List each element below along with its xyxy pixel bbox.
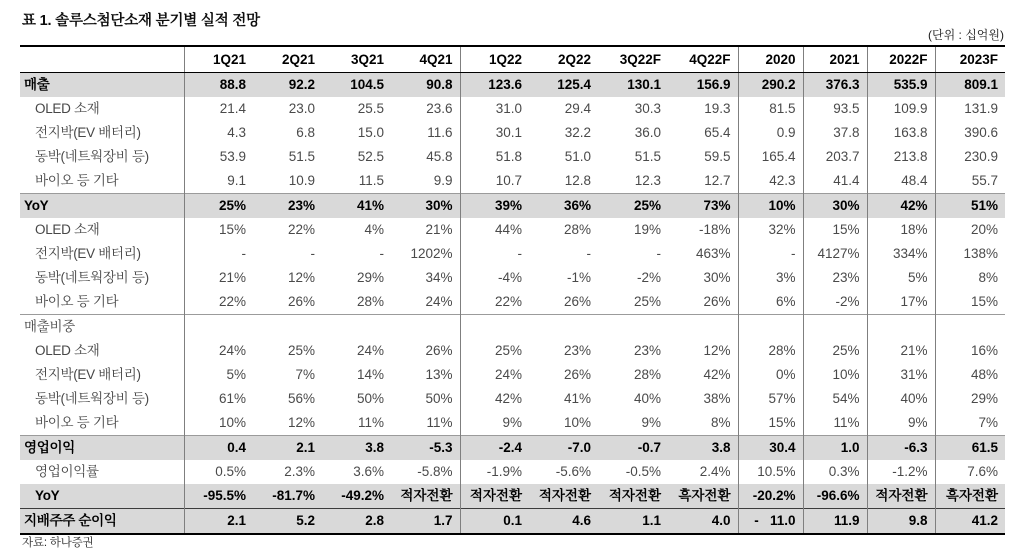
value-cell: 4127% — [803, 242, 867, 266]
value-cell: 23% — [563, 343, 591, 358]
value-cell: 59.5 — [668, 145, 738, 169]
value-cell: 26% — [391, 339, 460, 363]
value-cell: 36.0 — [634, 125, 661, 140]
value-cell: 28% — [738, 339, 803, 363]
value-cell: 23.0 — [288, 101, 315, 116]
value-cell: 31.0 — [495, 101, 522, 116]
value-cell: 2.1 — [184, 509, 253, 535]
value-cell: 15% — [970, 294, 998, 309]
value-cell: 6.8 — [296, 125, 315, 140]
value-cell — [322, 315, 391, 340]
column-header: 3Q22F — [598, 46, 668, 73]
value-cell: -1.9% — [486, 464, 522, 479]
value-cell: 25% — [803, 339, 867, 363]
value-cell — [391, 315, 460, 340]
row-label: YoY — [20, 484, 184, 509]
value-cell: 203.7 — [803, 145, 867, 169]
value-cell: 41% — [563, 391, 591, 406]
value-cell: 65.4 — [668, 121, 738, 145]
table-row — [20, 363, 1005, 387]
value-cell: 19.3 — [668, 97, 738, 121]
value-cell: 48% — [970, 367, 998, 382]
value-cell — [598, 315, 668, 340]
value-cell: 0.3% — [803, 460, 867, 484]
value-cell: 51% — [935, 194, 1005, 219]
value-cell: 3% — [738, 266, 803, 290]
value-cell: 7% — [978, 415, 998, 430]
value-cell: 9% — [502, 415, 522, 430]
value-cell: - — [310, 246, 315, 261]
value-cell: - — [586, 246, 591, 261]
value-cell: 809.1 — [935, 73, 1005, 98]
value-cell: 52.5 — [357, 149, 384, 164]
value-cell — [460, 315, 529, 340]
value-cell: 2.3% — [284, 464, 315, 479]
value-cell: 3.8 — [668, 436, 738, 461]
value-cell: 14% — [356, 367, 384, 382]
value-cell: -6.3 — [867, 436, 935, 461]
table-row — [20, 242, 1005, 266]
value-cell: -95.5% — [184, 484, 253, 509]
column-header: 2022F — [867, 46, 935, 73]
value-cell: 12.8 — [564, 173, 591, 188]
row-label: 바이오 등 기타 — [20, 411, 184, 436]
value-cell: 0.9 — [738, 121, 803, 145]
value-cell: -7.0 — [529, 436, 598, 461]
value-cell: 109.9 — [867, 97, 935, 121]
unit-label: (단위 : 십억원) — [928, 28, 1004, 42]
value-cell: 적자전환 — [529, 484, 598, 509]
value-cell: 138% — [963, 246, 998, 261]
value-cell: 15% — [738, 411, 803, 436]
value-cell: 8% — [668, 411, 738, 436]
value-cell — [867, 315, 935, 340]
value-cell: 165.4 — [738, 145, 803, 169]
value-cell: 12% — [287, 270, 315, 285]
value-cell: 2.1 — [253, 436, 322, 461]
value-cell: -5.3 — [391, 436, 460, 461]
row-label: 매출비중 — [20, 315, 184, 340]
value-cell: 15.0 — [357, 125, 384, 140]
value-cell: 1.0 — [803, 436, 867, 461]
value-cell: 9% — [867, 411, 935, 436]
value-cell: 90.8 — [391, 73, 460, 98]
row-label: 전지박(EV 배터리) — [20, 121, 184, 145]
value-cell: 30.3 — [634, 101, 661, 116]
value-cell: 4% — [364, 222, 384, 237]
row-label: OLED 소재 — [20, 339, 184, 363]
value-cell: 10% — [563, 415, 591, 430]
value-cell: 26% — [563, 367, 591, 382]
table-row — [20, 194, 1005, 219]
value-cell: 0% — [738, 363, 803, 387]
value-cell: 3.8 — [322, 436, 391, 461]
value-cell: - — [379, 246, 384, 261]
value-cell: -20.2% — [738, 484, 803, 509]
value-cell: 51.0 — [564, 149, 591, 164]
value-cell: 81.5 — [738, 97, 803, 121]
table-row — [20, 145, 1005, 169]
value-cell: 24% — [494, 367, 522, 382]
value-cell: 13% — [391, 363, 460, 387]
value-cell: - — [656, 246, 661, 261]
value-cell: -0.5% — [625, 464, 661, 479]
column-header: 2Q21 — [253, 46, 322, 73]
value-cell: 25.5 — [357, 101, 384, 116]
value-cell: 463% — [668, 242, 738, 266]
column-header: 1Q22 — [460, 46, 529, 73]
value-cell: 12.7 — [668, 169, 738, 194]
value-cell: - 11.0 — [738, 509, 803, 535]
value-cell: 93.5 — [803, 97, 867, 121]
value-cell: 55.7 — [971, 173, 998, 188]
value-cell: -1% — [566, 270, 591, 285]
value-cell: 9% — [641, 415, 661, 430]
column-header: 1Q21 — [184, 46, 253, 73]
value-cell: 23% — [253, 194, 322, 219]
value-cell: 25% — [633, 294, 661, 309]
value-cell: 2.4% — [668, 460, 738, 484]
column-header: 2Q22 — [529, 46, 598, 73]
value-cell: -5.8% — [391, 460, 460, 484]
value-cell: 42% — [668, 363, 738, 387]
table-row — [20, 460, 1005, 484]
value-cell: 30.4 — [738, 436, 803, 461]
value-cell: - — [738, 242, 803, 266]
value-cell: 23% — [633, 343, 661, 358]
value-cell: 30% — [391, 194, 460, 219]
value-cell: 12.3 — [634, 173, 661, 188]
value-cell: 25% — [494, 343, 522, 358]
value-cell: 48.4 — [867, 169, 935, 194]
value-cell: 20% — [970, 222, 998, 237]
value-cell: 535.9 — [867, 73, 935, 98]
value-cell: 0.5% — [215, 464, 246, 479]
value-cell: 1202% — [391, 242, 460, 266]
table-row — [20, 509, 1005, 535]
table-row — [20, 121, 1005, 145]
value-cell: 45.8 — [391, 145, 460, 169]
header-row — [20, 46, 1005, 73]
row-label: 지배주주 순이익 — [20, 509, 184, 535]
value-cell: 34% — [391, 266, 460, 290]
value-cell: -2.4 — [460, 436, 529, 461]
row-label: 동박(네트웍장비 등) — [20, 145, 184, 169]
value-cell: 21.4 — [219, 101, 246, 116]
value-cell: 50% — [391, 387, 460, 411]
value-cell — [253, 315, 322, 340]
value-cell: 40% — [633, 391, 661, 406]
value-cell: - — [241, 246, 246, 261]
value-cell: -2% — [803, 290, 867, 315]
earnings-forecast-table — [20, 45, 1005, 535]
value-cell: 11.9 — [803, 509, 867, 535]
value-cell: 230.9 — [964, 149, 998, 164]
row-label: 바이오 등 기타 — [20, 169, 184, 194]
value-cell: 적자전환 — [391, 484, 460, 509]
value-cell: 123.6 — [460, 73, 529, 98]
value-cell: 24% — [218, 343, 246, 358]
value-cell: - — [517, 246, 522, 261]
value-cell: 8% — [978, 270, 998, 285]
value-cell: 적자전환 — [460, 484, 529, 509]
value-cell: 290.2 — [738, 73, 803, 98]
value-cell: 9.1 — [227, 173, 246, 188]
value-cell: 32% — [738, 218, 803, 242]
value-cell: 104.5 — [322, 73, 391, 98]
row-label: 전지박(EV 배터리) — [20, 242, 184, 266]
value-cell: 54% — [803, 387, 867, 411]
table-row — [20, 387, 1005, 411]
value-cell: 3.6% — [353, 464, 384, 479]
value-cell: 51.5 — [634, 149, 661, 164]
row-label: 바이오 등 기타 — [20, 290, 184, 315]
value-cell: 7.6% — [967, 464, 998, 479]
value-cell: -5.6% — [555, 464, 591, 479]
value-cell: 24% — [391, 290, 460, 315]
value-cell: 22% — [287, 222, 315, 237]
value-cell: 7% — [295, 367, 315, 382]
table-row — [20, 290, 1005, 315]
value-cell: 42% — [867, 194, 935, 219]
value-cell: 15% — [803, 218, 867, 242]
value-cell: 21% — [867, 339, 935, 363]
value-cell: 10% — [803, 363, 867, 387]
value-cell — [668, 315, 738, 340]
value-cell: 42.3 — [738, 169, 803, 194]
column-header: 3Q21 — [322, 46, 391, 73]
value-cell: 0.1 — [460, 509, 529, 535]
row-label: 전지박(EV 배터리) — [20, 363, 184, 387]
value-cell: 28% — [633, 367, 661, 382]
column-header: 4Q22F — [668, 46, 738, 73]
value-cell: 18% — [867, 218, 935, 242]
value-cell: 19% — [633, 222, 661, 237]
value-cell: 9.9 — [391, 169, 460, 194]
table-row — [20, 266, 1005, 290]
column-header: 2023F — [935, 46, 1005, 73]
value-cell — [935, 315, 1005, 340]
value-cell: 57% — [738, 387, 803, 411]
value-cell: 11.5 — [358, 173, 384, 188]
table-row — [20, 97, 1005, 121]
value-cell: 44% — [494, 222, 522, 237]
value-cell: 0.4 — [184, 436, 253, 461]
value-cell: 23.6 — [391, 97, 460, 121]
table-title: 표 1. 솔루스첨단소재 분기별 실적 전망 — [22, 13, 260, 29]
value-cell: 42% — [494, 391, 522, 406]
value-cell: 11% — [391, 411, 460, 436]
table-row — [20, 339, 1005, 363]
value-cell: 21% — [391, 218, 460, 242]
value-cell: 334% — [867, 242, 935, 266]
value-cell: -18% — [668, 218, 738, 242]
value-cell: 11% — [803, 411, 867, 436]
value-cell: 10.5% — [738, 460, 803, 484]
table-row — [20, 169, 1005, 194]
row-label: 영업이익률 — [20, 460, 184, 484]
value-cell: 213.8 — [867, 145, 935, 169]
value-cell: 25% — [184, 194, 253, 219]
value-cell: 53.9 — [219, 149, 246, 164]
value-cell: 6% — [738, 290, 803, 315]
value-cell: -1.2% — [867, 460, 935, 484]
value-cell: 36% — [529, 194, 598, 219]
value-cell: 41.4 — [803, 169, 867, 194]
value-cell: 22% — [218, 294, 246, 309]
value-cell: 9.8 — [867, 509, 935, 535]
value-cell — [738, 315, 803, 340]
value-cell: 50% — [356, 391, 384, 406]
source-note: 자료: 하나증권 — [22, 537, 94, 549]
value-cell: 30% — [803, 194, 867, 219]
value-cell: 30.1 — [495, 125, 522, 140]
value-cell: 31% — [867, 363, 935, 387]
table-row — [20, 218, 1005, 242]
value-cell: 21% — [218, 270, 246, 285]
value-cell: 26% — [563, 294, 591, 309]
column-header: 2021 — [803, 46, 867, 73]
value-cell: 11.6 — [391, 121, 460, 145]
value-cell: 2.8 — [322, 509, 391, 535]
value-cell: 4.0 — [668, 509, 738, 535]
value-cell: 12% — [287, 415, 315, 430]
value-cell: -0.7 — [598, 436, 668, 461]
value-cell: 61.5 — [935, 436, 1005, 461]
value-cell: 1.7 — [391, 509, 460, 535]
value-cell: 32.2 — [564, 125, 591, 140]
column-header: 2020 — [738, 46, 803, 73]
table-row — [20, 73, 1005, 98]
value-cell: 흑자전환 — [668, 484, 738, 509]
value-cell: 29% — [970, 391, 998, 406]
value-cell: 41% — [322, 194, 391, 219]
value-cell: 26% — [287, 294, 315, 309]
value-cell: 28% — [563, 222, 591, 237]
value-cell: 39% — [460, 194, 529, 219]
value-cell: 26% — [668, 290, 738, 315]
value-cell: 28% — [356, 294, 384, 309]
value-cell: 29.4 — [564, 101, 591, 116]
row-label: 영업이익 — [20, 436, 184, 461]
value-cell: -4% — [497, 270, 522, 285]
value-cell: 92.2 — [253, 73, 322, 98]
column-header: 4Q21 — [391, 46, 460, 73]
value-cell: 125.4 — [529, 73, 598, 98]
value-cell: 156.9 — [668, 73, 738, 98]
value-cell: 15% — [218, 222, 246, 237]
value-cell: -96.6% — [803, 484, 867, 509]
table-body — [20, 73, 1005, 535]
row-label: OLED 소재 — [20, 218, 184, 242]
row-label: 매출 — [20, 73, 184, 98]
value-cell: -81.7% — [253, 484, 322, 509]
value-cell: 적자전환 — [867, 484, 935, 509]
value-cell: 390.6 — [964, 125, 998, 140]
value-cell: 37.8 — [803, 121, 867, 145]
value-cell: 61% — [218, 391, 246, 406]
table-row — [20, 436, 1005, 461]
row-label: 동박(네트웍장비 등) — [20, 387, 184, 411]
value-cell: 5.2 — [253, 509, 322, 535]
value-cell: 73% — [668, 194, 738, 219]
value-cell: 5% — [867, 266, 935, 290]
table-row — [20, 315, 1005, 340]
header-label-cell — [20, 46, 184, 73]
value-cell: 25% — [287, 343, 315, 358]
value-cell: 10% — [218, 415, 246, 430]
value-cell: 56% — [287, 391, 315, 406]
value-cell: 376.3 — [803, 73, 867, 98]
value-cell: 10.9 — [288, 173, 315, 188]
value-cell: -49.2% — [322, 484, 391, 509]
table-header — [20, 46, 1005, 73]
value-cell: 22% — [494, 294, 522, 309]
value-cell: 적자전환 — [598, 484, 668, 509]
value-cell: -2% — [636, 270, 661, 285]
value-cell — [184, 315, 253, 340]
value-cell: 88.8 — [184, 73, 253, 98]
row-label: OLED 소재 — [20, 97, 184, 121]
value-cell: 5% — [226, 367, 246, 382]
row-label: 동박(네트웍장비 등) — [20, 266, 184, 290]
value-cell: 41.2 — [935, 509, 1005, 535]
value-cell: 17% — [867, 290, 935, 315]
value-cell: 16% — [970, 343, 998, 358]
value-cell: 23% — [803, 266, 867, 290]
value-cell: 30% — [668, 266, 738, 290]
value-cell: 38% — [668, 387, 738, 411]
value-cell: 10.7 — [495, 173, 522, 188]
value-cell: 51.5 — [288, 149, 315, 164]
value-cell: 10% — [738, 194, 803, 219]
value-cell: 4.6 — [529, 509, 598, 535]
value-cell: 4.3 — [227, 125, 246, 140]
value-cell — [529, 315, 598, 340]
value-cell — [803, 315, 867, 340]
value-cell: 11% — [357, 415, 384, 430]
table-row — [20, 411, 1005, 436]
value-cell: 1.1 — [598, 509, 668, 535]
value-cell: 40% — [867, 387, 935, 411]
value-cell: 12% — [668, 339, 738, 363]
table-row — [20, 484, 1005, 509]
value-cell: 24% — [356, 343, 384, 358]
value-cell: 흑자전환 — [935, 484, 1005, 509]
value-cell: 29% — [356, 270, 384, 285]
value-cell: 130.1 — [598, 73, 668, 98]
value-cell: 25% — [598, 194, 668, 219]
row-label: YoY — [20, 194, 184, 219]
value-cell: 131.9 — [964, 101, 998, 116]
value-cell: 51.8 — [495, 149, 522, 164]
value-cell: 163.8 — [867, 121, 935, 145]
caption-bar — [20, 6, 1004, 44]
